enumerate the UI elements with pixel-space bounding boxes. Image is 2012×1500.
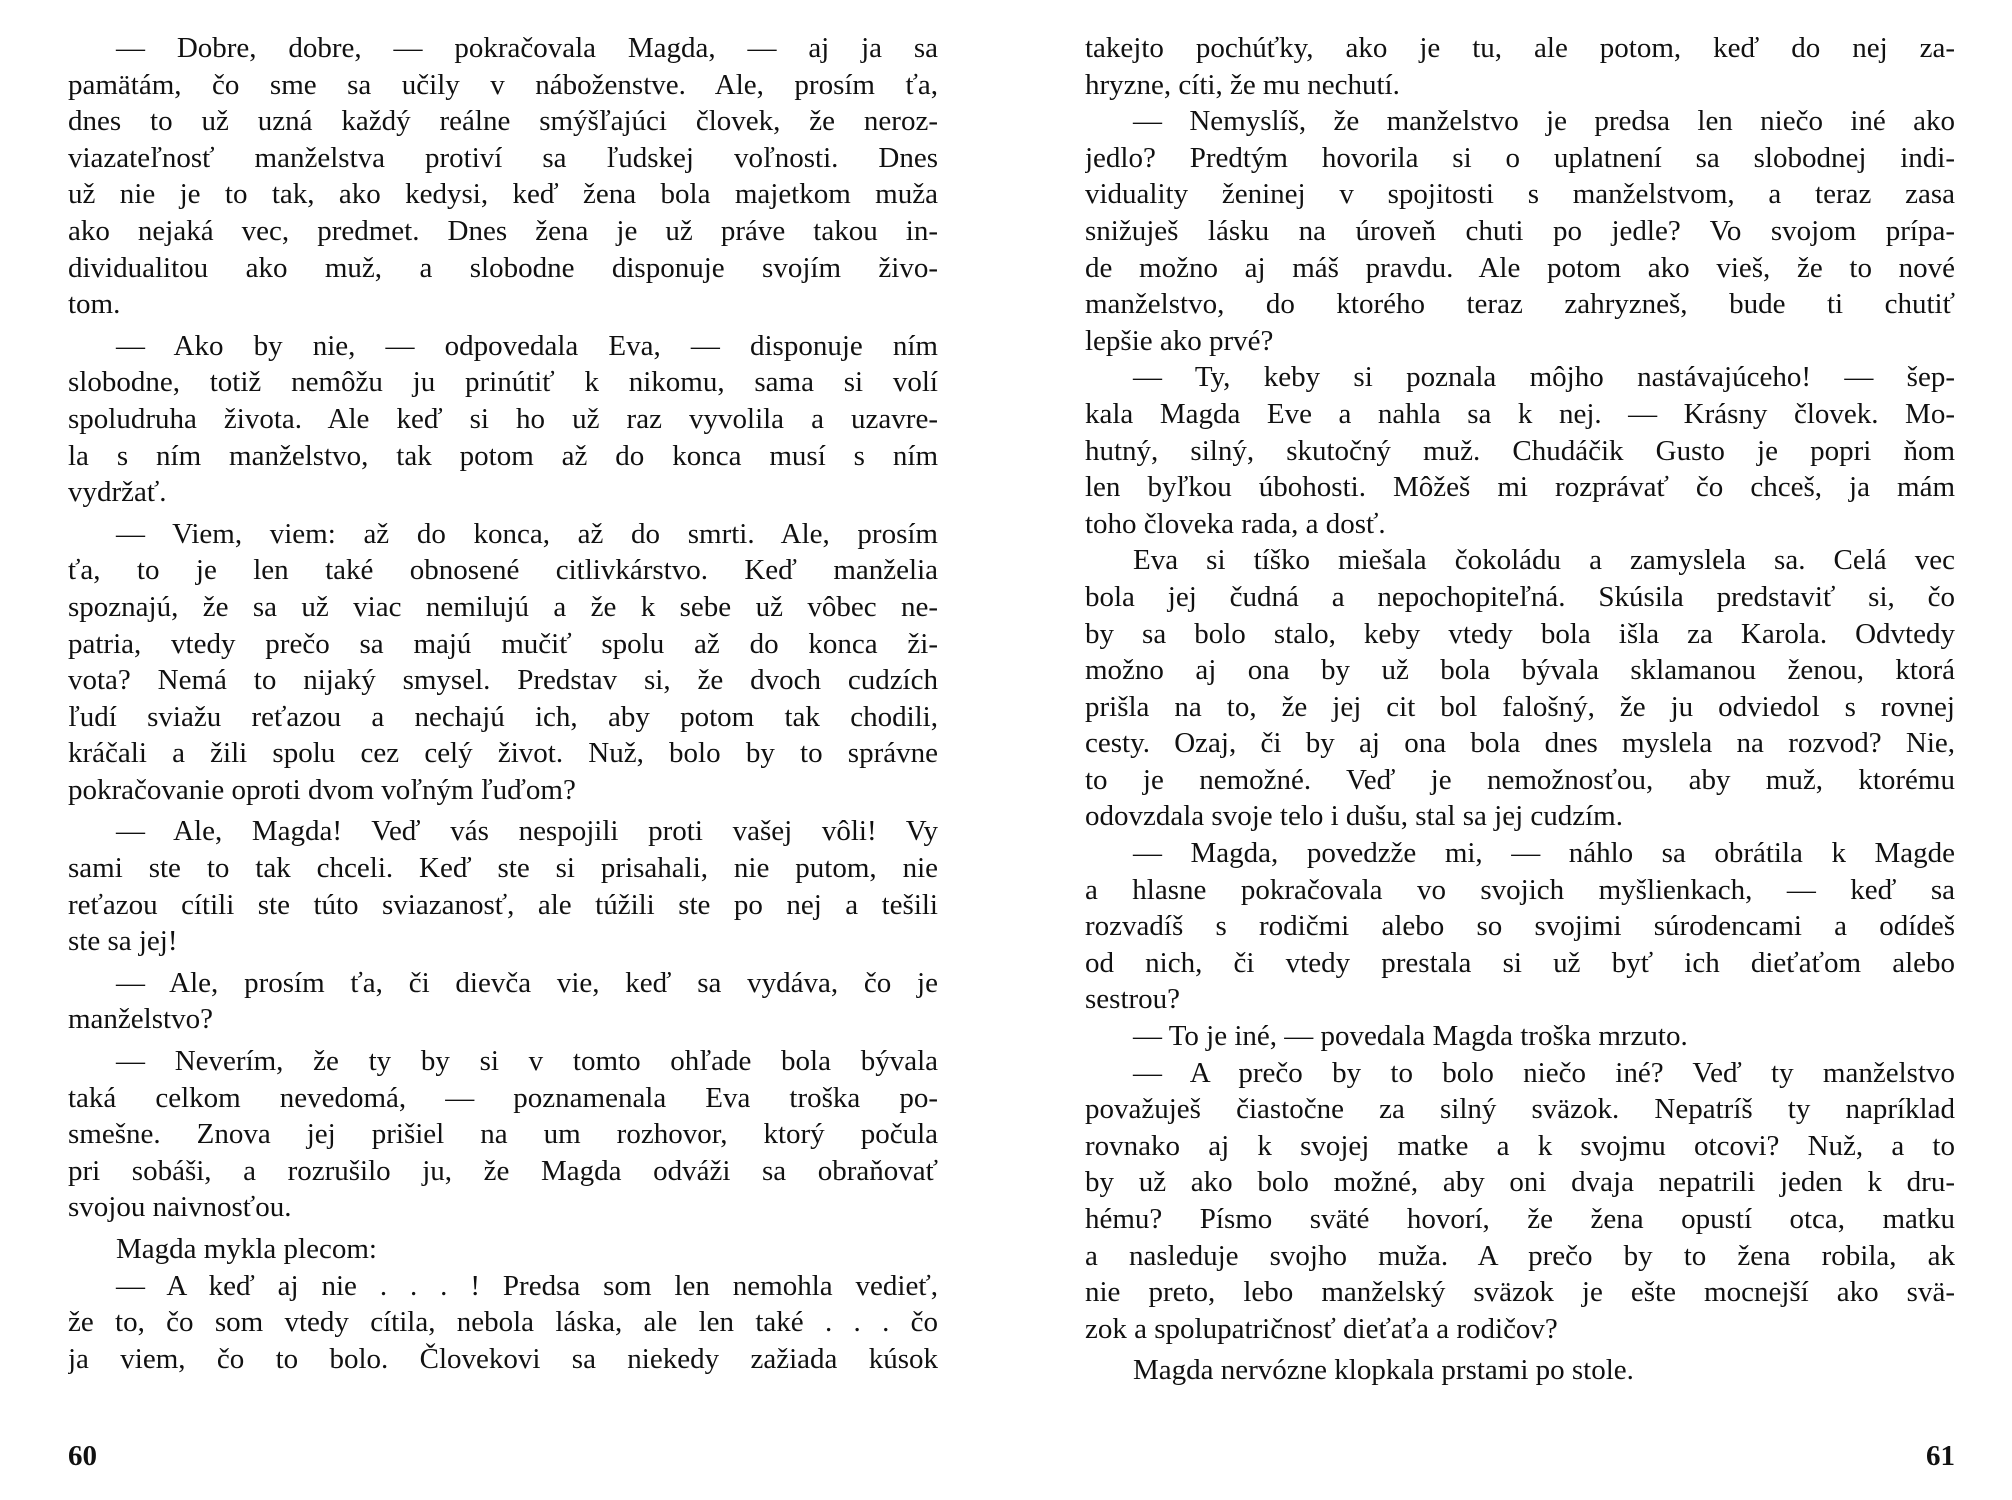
text-line: považuješ čiastočne za silný sväzok. Nepatríš ty napríklad (1085, 1093, 1955, 1126)
text-line: Magda mykla plecom: (116, 1233, 377, 1265)
text-line: spoznajú, že sa už viac nemilujú a že k sebe už vôbec ne- (68, 590, 938, 623)
text-line: ťa, to je len také obnosené citlivkárstvo. Keď manželia (68, 554, 938, 587)
text-line: toho človeka rada, a dosť. (1085, 507, 1386, 540)
text-line: od nich, či vtedy prestala si už byť ich dieťaťom alebo (1085, 946, 1955, 979)
text-line: slobodne, totiž nemôžu ju prinútiť k nikomu, sama si volí (68, 366, 938, 399)
text-line: ja viem, čo to bolo. Človekovi sa niekedy zažiada kúsok (68, 1342, 938, 1375)
text-line: prišla na to, že jej cit bol falošný, že ju odviedol s rovnej (1085, 690, 1955, 723)
left-page-number: 60 (68, 1440, 97, 1472)
text-line: hutný, silný, skutočný muž. Chudáčik Gusto je popri ňom (1085, 434, 1955, 467)
text-line: už nie je to tak, ako kedysi, keď žena bola majetkom muža (68, 178, 938, 211)
text-line: — Ale, Magda! Veď vás nespojili proti vašej vôli! Vy (116, 815, 938, 848)
text-line: Magda nervózne klopkala prstami po stole. (1133, 1354, 1634, 1387)
text-line: hému? Písmo sväté hovorí, že žena opustí otca, matku (1085, 1203, 1955, 1235)
text-line: snižuješ lásku na úroveň chuti po jedle? Vo svojom prípa- (1085, 214, 1955, 247)
text-line: že to, čo som vtedy cítila, nebola láska, ale len také . . . čo (68, 1306, 938, 1339)
text-line: — Magda, povedzže mi, — náhlo sa obrátila k Magde (1133, 837, 1955, 870)
text-line: spoludruha života. Ale keď si ho už raz vyvolila a uzavre- (68, 402, 938, 435)
text-line: svojou naivnosťou. (68, 1191, 292, 1224)
text-line: — To je iné, — povedala Magda troška mrzuto. (1133, 1020, 1688, 1053)
text-line: lepšie ako prvé? (1085, 324, 1274, 357)
text-line: — Viem, viem: až do konca, až do smrti. Ale, prosím (116, 517, 938, 550)
text-line: kráčali a žili spolu cez celý život. Nuž, bolo by to správne (68, 737, 938, 770)
text-line: — Neverím, že ty by si v tomto ohľade bola bývala (116, 1045, 938, 1078)
text-line: možno aj ona by už bola bývala sklamanou ženou, ktorá (1085, 654, 1955, 687)
text-line: jedlo? Predtým hovorila si o uplatnení sa slobodnej indi- (1085, 141, 1955, 174)
text-line: rozvadíš s rodičmi alebo so svojimi súrodencami a odídeš (1085, 910, 1955, 943)
text-line: sami ste to tak chceli. Keď ste si prisahali, nie putom, nie (68, 852, 938, 885)
text-line: manželstvo? (68, 1003, 213, 1036)
text-line: odovzdala svoje telo i dušu, stal sa jej cudzím. (1085, 800, 1623, 833)
text-line: a nasleduje svojho muža. A prečo by to žena robila, ak (1085, 1239, 1955, 1272)
text-line: dividualitou ako muž, a slobodne disponuje svojím živo- (68, 251, 938, 284)
left-page (68, 30, 938, 1470)
text-line: dnes to už uzná každý reálne smýšľajúci človek, že neroz- (68, 105, 938, 138)
text-line: pri sobáši, a rozrušilo ju, že Magda odváži sa obraňovať (68, 1154, 938, 1187)
text-line: nie preto, lebo manželský sväzok je ešte mocnejší ako svä- (1085, 1276, 1955, 1309)
text-line: la s ním manželstvo, tak potom až do konca musí s ním (68, 439, 938, 472)
right-page-text (1085, 30, 1955, 1389)
text-line: kala Magda Eve a nahla sa k nej. — Krásny človek. Mo- (1085, 397, 1955, 430)
right-page-number: 61 (1926, 1440, 1955, 1472)
text-line: ako nejaká vec, predmet. Dnes žena je už práve takou in- (68, 214, 938, 247)
text-line: viduality ženinej v spojitosti s manželstvom, a teraz zasa (1085, 178, 1955, 211)
text-line: hryzne, cíti, že mu nechutí. (1085, 68, 1400, 101)
text-line: ste sa jej! (68, 925, 178, 958)
text-line: reťazou cítili ste túto sviazanosť, ale túžili ste po nej a tešili (68, 888, 938, 921)
text-line: takejto pochúťky, ako je tu, ale potom, keď do nej za- (1085, 32, 1955, 64)
text-line: ľudí sviažu reťazou a nechajú ich, aby potom tak chodili, (68, 700, 938, 733)
text-line: a hlasne pokračovala vo svojich myšlienkach, — keď sa (1085, 873, 1955, 906)
text-line: — A keď aj nie . . . ! Predsa som len nemohla vedieť, (116, 1269, 938, 1302)
text-line: rovnako aj k svojej matke a k svojmu otcovi? Nuž, a to (1085, 1129, 1955, 1162)
text-line: — Dobre, dobre, — pokračovala Magda, — aj ja sa (116, 32, 938, 64)
text-line: sestrou? (1085, 983, 1181, 1016)
text-line: — Ale, prosím ťa, či dievča vie, keď sa vydáva, čo je (116, 966, 938, 999)
text-line: tom. (68, 288, 121, 321)
text-line: cesty. Ozaj, či by aj ona bola dnes myslela na rozvod? Nie, (1085, 727, 1955, 760)
text-line: by sa bolo stalo, keby vtedy bola išla za Karola. Odvtedy (1085, 617, 1955, 650)
text-line: pamätám, čo sme sa učily v náboženstve. Ale, prosím ťa, (68, 68, 938, 101)
text-line: vydržať. (68, 476, 167, 509)
text-line: — Ty, keby si poznala môjho nastávajúceho! — šep- (1133, 361, 1955, 394)
text-line: pokračovanie oproti dvom voľným ľuďom? (68, 773, 576, 806)
text-line: vota? Nemá to nijaký smysel. Predstav si, že dvoch cudzích (68, 664, 938, 697)
text-line: de možno aj máš pravdu. Ale potom ako vieš, že to nové (1085, 251, 1955, 284)
text-line: bola jej čudná a nepochopiteľná. Skúsila predstaviť si, čo (1085, 580, 1955, 613)
text-line: — Ako by nie, — odpovedala Eva, — disponuje ním (116, 329, 938, 362)
text-line: by už ako bolo možné, aby oni dvaja nepatrili jeden k dru- (1085, 1166, 1955, 1199)
right-page (1085, 30, 1955, 1470)
text-line: patria, vtedy prečo sa majú mučiť spolu až do konca ži- (68, 627, 938, 660)
text-line: smešne. Znova jej prišiel na um rozhovor, ktorý počula (68, 1118, 938, 1151)
text-line: viazateľnosť manželstva protiví sa ľudskej voľnosti. Dnes (68, 141, 938, 174)
text-line: zok a spolupatričnosť dieťaťa a rodičov? (1085, 1312, 1558, 1345)
text-line: manželstvo, do ktorého teraz zahryzneš, bude ti chutiť (1085, 288, 1955, 321)
text-line: — A prečo by to bolo niečo iné? Veď ty manželstvo (1133, 1056, 1955, 1089)
text-line: to je nemožné. Veď je nemožnosťou, aby muž, ktorému (1085, 763, 1955, 796)
left-page-text (68, 30, 938, 1377)
text-line: len byľkou úbohosti. Môžeš mi rozprávať čo chceš, ja mám (1085, 471, 1955, 504)
text-line: — Nemyslíš, že manželstvo je predsa len niečo iné ako (1133, 105, 1955, 138)
text-line: Eva si tíško miešala čokoládu a zamyslela sa. Celá vec (1133, 544, 1955, 577)
text-line: taká celkom nevedomá, — poznamenala Eva troška po- (68, 1081, 938, 1114)
